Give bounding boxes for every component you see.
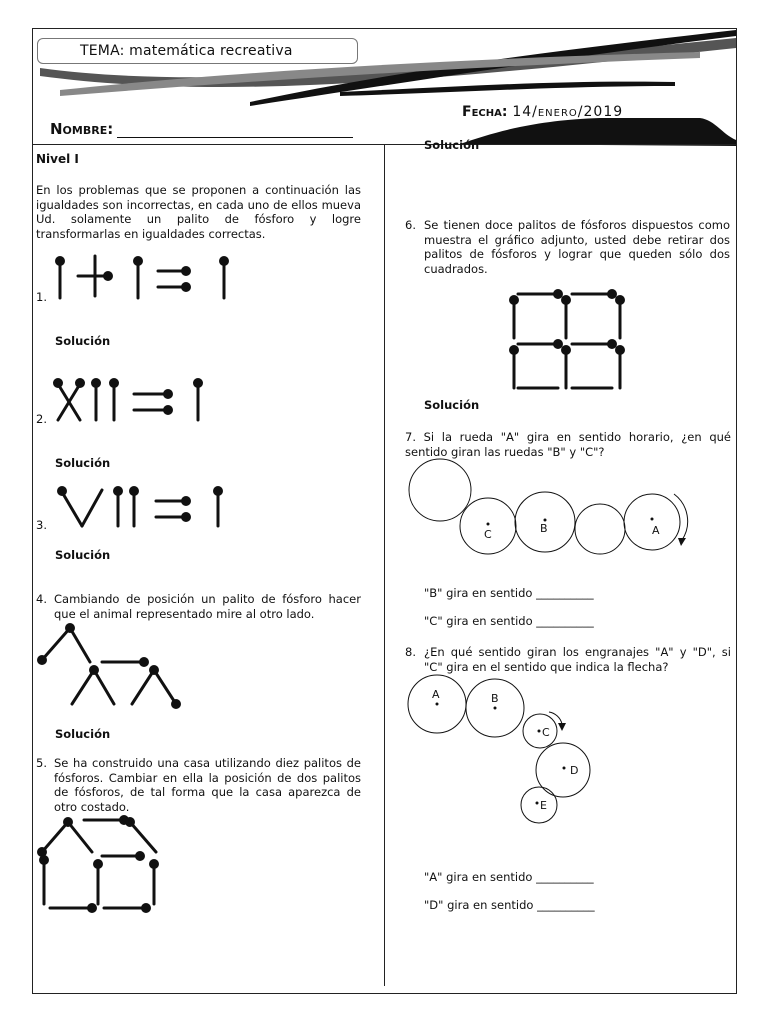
tema-title: TEMA: matemática recreativa [80, 43, 293, 59]
fecha-label: Fecha: [462, 104, 508, 120]
wheel-plain [575, 504, 625, 554]
problem-5-text: Se ha construido una casa utilizando diez palitos de fósforos. Cambiar en ella la posición de dos palitos de fósforos, de tal forma que la casa aparezca de otro costado. [54, 756, 361, 814]
nombre [50, 120, 353, 138]
column-divider [384, 144, 385, 986]
level-heading: Nivel I [36, 152, 79, 166]
matchstick-grid [508, 290, 638, 390]
gear-label-d: D [570, 764, 579, 777]
wheel-c [460, 498, 516, 554]
problem-8-number: 8. [405, 645, 416, 659]
gears-diagram [406, 676, 606, 826]
wheel-a [624, 494, 680, 550]
gear-e [521, 787, 557, 823]
solution-top-label: Solución [424, 138, 480, 152]
nombre-blank-line[interactable] [117, 137, 353, 138]
solution-3-label: Solución [55, 548, 111, 562]
solution-1-label: Solución [55, 334, 111, 348]
problem-2-number: 2. [36, 412, 47, 426]
wheel-top [409, 459, 471, 521]
fecha-value: 14/enero/2019 [512, 104, 624, 120]
gear-d [536, 743, 590, 797]
problem-6-text: Se tienen doce palitos de fósforos dispuestos como muestra el gráfico adjunto, usted debe retirar dos palitos de fósforos y lograr que queden sólo dos cuadrados. [424, 218, 730, 276]
nombre-label: Nombre: [50, 120, 114, 138]
gear-label-c: C [542, 726, 550, 739]
gear-label-a: A [432, 688, 440, 701]
problem-1-number: 1. [36, 290, 47, 304]
fecha [462, 104, 623, 120]
q8-answer-d: "D" gira en sentido __________ [424, 898, 595, 912]
problem-4-number: 4. [36, 592, 47, 606]
matches-eq-1 [50, 254, 250, 304]
solution-2-label: Solución [55, 456, 111, 470]
matchstick-animal [36, 622, 196, 712]
q7-answer-c: "C" gira en sentido __________ [424, 614, 594, 628]
wheels-diagram [406, 458, 706, 558]
wheel-label-b: B [540, 522, 548, 535]
problem-3-number: 3. [36, 518, 47, 532]
matches-eq-3 [56, 484, 256, 534]
wheel-label-a: A [652, 524, 660, 537]
problem-8-text: ¿En qué sentido giran los engranajes "A" y "D", si "C" gira en el sentido que indica la flecha? [424, 645, 731, 674]
q7-answer-b: "B" gira en sentido __________ [424, 586, 594, 600]
gear-label-e: E [540, 799, 547, 812]
problem-6-number: 6. [405, 218, 416, 232]
problem-4-text: Cambiando de posición un palito de fósforo hacer que el animal representado mire al otro lado. [54, 592, 361, 621]
solution-4-label: Solución [55, 727, 111, 741]
matchstick-house [36, 816, 176, 916]
q8-answer-a: "A" gira en sentido __________ [424, 870, 594, 884]
intro-text: En los problemas que se proponen a continuación las igualdades son incorrectas, en cada uno de ellos mueva Ud. solamente un palito de fósforo y logre transformarlas en igualdades correctas. [36, 183, 361, 241]
gear-label-b: B [491, 692, 499, 705]
tema-box [37, 38, 358, 64]
matches-eq-2 [50, 376, 250, 426]
problem-5-number: 5. [36, 756, 47, 770]
problem-7-text: 7. Si la rueda "A" gira en sentido horario, ¿en qué sentido giran las ruedas "B" y "C"? [405, 430, 731, 459]
solution-6-label: Solución [424, 398, 480, 412]
wheel-label-c: C [484, 528, 492, 541]
